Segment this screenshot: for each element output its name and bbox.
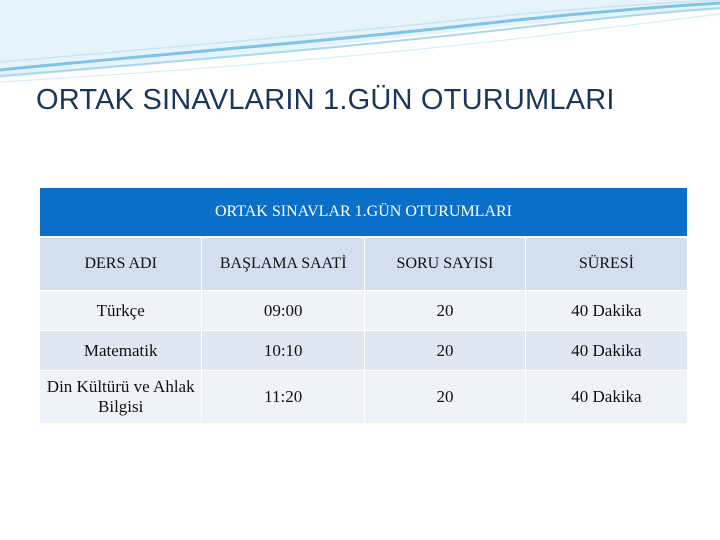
slide-title: ORTAK SINAVLARIN 1.GÜN OTURUMLARI xyxy=(36,84,615,116)
column-header-soru-sayisi: SORU SAYISI xyxy=(365,238,525,290)
cell-suresi: 40 Dakika xyxy=(526,331,687,370)
table-row xyxy=(40,371,687,423)
table-row xyxy=(40,291,687,330)
cell-baslama-saati: 10:10 xyxy=(202,331,364,370)
column-header-row xyxy=(40,238,687,290)
schedule-grid xyxy=(39,237,688,424)
table-row xyxy=(40,331,687,370)
column-header-suresi: SÜRESİ xyxy=(526,238,687,290)
cell-suresi: 40 Dakika xyxy=(526,371,687,423)
column-header-ders-adi: DERS ADI xyxy=(40,238,201,290)
cell-soru-sayisi: 20 xyxy=(365,371,525,423)
column-header-baslama-saati: BAŞLAMA SAATİ xyxy=(202,238,364,290)
cell-ders-adi: Din Kültürü ve Ahlak Bilgisi xyxy=(40,371,201,423)
cell-soru-sayisi: 20 xyxy=(365,291,525,330)
cell-soru-sayisi: 20 xyxy=(365,331,525,370)
cell-baslama-saati: 11:20 xyxy=(202,371,364,423)
cell-baslama-saati: 09:00 xyxy=(202,291,364,330)
decorative-wave xyxy=(0,0,720,90)
exam-schedule-table xyxy=(40,188,687,424)
table-caption: ORTAK SINAVLAR 1.GÜN OTURUMLARI xyxy=(40,188,687,236)
cell-ders-adi: Türkçe xyxy=(40,291,201,330)
cell-ders-adi: Matematik xyxy=(40,331,201,370)
cell-suresi: 40 Dakika xyxy=(526,291,687,330)
